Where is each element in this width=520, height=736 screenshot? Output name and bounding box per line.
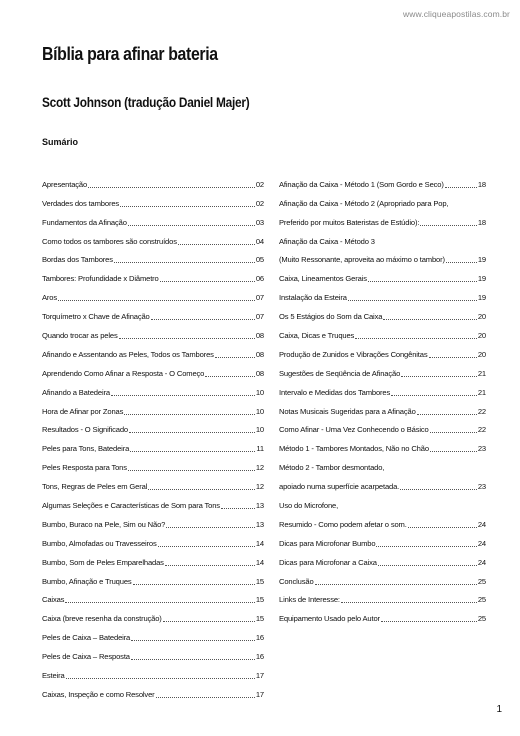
toc-entry-title: Instalação da Esteira xyxy=(279,293,347,303)
toc-dot-leader xyxy=(417,406,477,415)
toc-entry-page: 15 xyxy=(255,614,264,624)
toc-entry-title: Tons, Regras de Peles em Geral xyxy=(42,482,148,492)
toc-entry-page: 25 xyxy=(477,576,486,586)
toc-entry xyxy=(42,398,264,417)
toc-entry xyxy=(279,492,486,511)
toc-entry xyxy=(279,303,486,322)
toc-entry xyxy=(42,435,264,454)
toc-entry-title: Caixa (breve resenha da construção) xyxy=(42,614,162,624)
toc-dot-leader xyxy=(129,424,255,433)
toc-entry-title: Conclusão xyxy=(279,576,314,586)
toc-entry-page: 25 xyxy=(477,614,486,624)
toc-entry-title: Intervalo e Medidas dos Tambores xyxy=(279,387,391,397)
toc-entry-title: Aros xyxy=(42,293,58,303)
toc-entry-title: Peles de Caixa – Resposta xyxy=(42,652,130,662)
toc-entry-page: 07 xyxy=(255,293,264,303)
toc-entry-page: 08 xyxy=(255,331,264,341)
toc-dot-leader xyxy=(383,311,477,320)
toc-entry-page: 16 xyxy=(255,652,264,662)
toc-entry-title: Produção de Zunidos e Vibrações Congênitas xyxy=(279,349,428,359)
toc-entry xyxy=(279,549,486,568)
toc-entry-page: 15 xyxy=(255,595,264,605)
toc-entry-page: 10 xyxy=(255,425,264,435)
toc-dot-leader xyxy=(446,254,477,263)
toc-entry-title: Verdades dos tambores xyxy=(42,198,120,208)
toc-entry-title: Bumbo, Almofadas ou Travesseiros xyxy=(42,538,157,548)
toc-dot-leader xyxy=(378,557,477,566)
toc-entry-title: Torquímetro x Chave de Afinação xyxy=(42,312,150,322)
toc-dot-leader xyxy=(160,273,255,282)
toc-dot-leader xyxy=(355,330,477,339)
toc-entry-title: Resumido - Como podem afetar o som. xyxy=(279,519,407,529)
toc-entry-title: Caixa, Dicas e Truques xyxy=(279,331,355,341)
toc-dot-leader xyxy=(131,632,255,641)
toc-dot-leader xyxy=(120,198,255,207)
toc-entry-page: 22 xyxy=(477,425,486,435)
toc-entry-page: 17 xyxy=(255,671,264,681)
toc-entry-page: 22 xyxy=(477,406,486,416)
toc-dot-leader xyxy=(339,501,477,509)
toc-dot-leader xyxy=(66,670,255,679)
toc-dot-leader xyxy=(400,481,477,490)
toc-entry-page: 23 xyxy=(477,444,486,454)
toc-entry xyxy=(42,511,264,530)
toc-entry-title: Notas Musicais Sugeridas para a Afinação xyxy=(279,406,416,416)
toc-entry-page: 23 xyxy=(477,482,486,492)
toc-dot-leader xyxy=(449,199,477,207)
toc-entry-page: 16 xyxy=(255,633,264,643)
toc-dot-leader xyxy=(128,217,255,226)
toc-entry xyxy=(279,171,486,190)
toc-entry-page: 24 xyxy=(477,519,486,529)
toc-dot-leader xyxy=(368,273,477,282)
toc-entry xyxy=(279,454,486,473)
toc-right-column xyxy=(279,171,486,624)
toc-entry-title: Peles de Caixa – Batedeira xyxy=(42,633,131,643)
toc-entry-page: 02 xyxy=(255,198,264,208)
toc-entry-page: 20 xyxy=(477,349,486,359)
toc-dot-leader xyxy=(158,538,255,547)
toc-dot-leader xyxy=(341,594,477,603)
toc-entry-page: 17 xyxy=(255,689,264,699)
toc-dot-leader xyxy=(151,311,255,320)
toc-entry xyxy=(42,549,264,568)
toc-entry-title: Sugestões de Seqüência de Afinação xyxy=(279,368,401,378)
toc-entry xyxy=(42,284,264,303)
toc-dot-leader xyxy=(430,443,477,452)
toc-dot-leader xyxy=(401,368,477,377)
toc-entry xyxy=(42,492,264,511)
toc-entry-page: 19 xyxy=(477,293,486,303)
toc-entry-page: 19 xyxy=(477,255,486,265)
toc-entry xyxy=(279,605,486,624)
toc-dot-leader xyxy=(124,406,255,415)
toc-entry xyxy=(42,681,264,700)
toc-entry-page: 18 xyxy=(477,179,486,189)
toc-dot-leader xyxy=(114,254,255,263)
toc-entry-title: Bordas dos Tambores xyxy=(42,255,113,265)
toc-entry-page: 12 xyxy=(255,463,264,473)
toc-entry-title: Afinação da Caixa - Método 3 xyxy=(279,236,375,246)
toc-entry-title: Uso do Microfone, xyxy=(279,501,339,511)
toc-entry-page: 24 xyxy=(477,557,486,567)
toc-entry xyxy=(42,624,264,643)
toc-entry-title: Resultados - O Significado xyxy=(42,425,129,435)
toc-entry-title: Apresentação xyxy=(42,179,88,189)
watermark-url: www.cliqueapostilas.com.br xyxy=(402,9,510,19)
toc-dot-leader xyxy=(376,237,477,245)
toc-entry-page: 21 xyxy=(477,368,486,378)
toc-entry xyxy=(42,454,264,473)
toc-dot-leader xyxy=(131,651,255,660)
toc-entry xyxy=(42,303,264,322)
toc-dot-leader xyxy=(391,387,477,396)
toc-entry-page: 13 xyxy=(255,519,264,529)
toc-dot-leader xyxy=(178,236,255,245)
toc-dot-leader xyxy=(215,349,255,358)
toc-entry-title: Método 2 - Tambor desmontado, xyxy=(279,463,385,473)
toc-entry xyxy=(42,171,264,190)
toc-entry xyxy=(279,228,486,247)
toc-dot-leader xyxy=(315,576,477,585)
toc-entry-title: Preferido por muitos Bateristas de Estúdio): xyxy=(279,217,420,227)
toc-dot-leader xyxy=(221,500,255,509)
toc-entry-page: 12 xyxy=(255,482,264,492)
toc-entry-title: Os 5 Estágios do Som da Caixa xyxy=(279,312,383,322)
toc-dot-leader xyxy=(385,463,477,471)
page-number: 1 xyxy=(496,704,502,715)
toc-dot-leader xyxy=(65,594,255,603)
toc-dot-leader xyxy=(148,481,255,490)
toc-entry-page: 15 xyxy=(255,576,264,586)
toc-dot-leader xyxy=(130,443,255,452)
toc-entry-title: Como todos os tambores são construídos xyxy=(42,236,177,246)
toc-entry-title: Hora de Afinar por Zonas xyxy=(42,406,124,416)
toc-entry xyxy=(42,360,264,379)
toc-dot-leader xyxy=(348,292,477,301)
toc-entry xyxy=(42,473,264,492)
document-title: Bíblia para afinar bateria xyxy=(42,44,218,64)
toc-entry xyxy=(42,265,264,284)
toc-entry-title: Peles Resposta para Tons xyxy=(42,463,127,473)
toc-entry xyxy=(279,530,486,549)
toc-entry-title: Bumbo, Som de Peles Emparelhadas xyxy=(42,557,164,567)
toc-entry-title: Bumbo, Afinação e Truques xyxy=(42,576,132,586)
toc-entry-title: Afinação da Caixa - Método 2 (Apropriado para Pop, xyxy=(279,198,449,208)
toc-entry-page: 25 xyxy=(477,595,486,605)
toc-dot-leader xyxy=(420,217,477,226)
toc-entry xyxy=(42,209,264,228)
summary-heading: Sumário xyxy=(42,137,79,147)
toc-entry xyxy=(279,284,486,303)
toc-entry xyxy=(279,379,486,398)
toc-entry xyxy=(279,398,486,417)
toc-entry-title: (Muito Ressonante, aproveita ao máximo o tambor) xyxy=(279,255,445,265)
toc-entry xyxy=(279,265,486,284)
toc-left-column xyxy=(42,171,264,700)
toc-entry xyxy=(42,247,264,266)
toc-entry-page: 08 xyxy=(255,368,264,378)
toc-entry-title: Afinação da Caixa - Método 1 (Som Gordo e Seco) xyxy=(279,179,444,189)
toc-entry-title: Aprendendo Como Afinar a Resposta - O Começo xyxy=(42,368,205,378)
toc-entry-title: Como Afinar - Uma Vez Conhecendo o Básico xyxy=(279,425,429,435)
toc-entry xyxy=(42,417,264,436)
toc-entry xyxy=(42,643,264,662)
toc-entry xyxy=(42,379,264,398)
toc-entry-page: 06 xyxy=(255,274,264,284)
toc-entry-title: Peles para Tons, Batedeira xyxy=(42,444,130,454)
toc-entry-title: Quando trocar as peles xyxy=(42,331,118,341)
toc-entry-page: 18 xyxy=(477,217,486,227)
toc-entry-title: Fundamentos da Afinação xyxy=(42,217,127,227)
toc-entry xyxy=(42,341,264,360)
toc-entry-title: apoiado numa superfície acarpetada. xyxy=(279,482,400,492)
toc-dot-leader xyxy=(430,424,477,433)
toc-entry-title: Método 1 - Tambores Montados, Não no Chão xyxy=(279,444,429,454)
toc-dot-leader xyxy=(88,179,255,188)
toc-entry xyxy=(42,228,264,247)
toc-dot-leader xyxy=(163,613,255,622)
toc-entry-page: 14 xyxy=(255,557,264,567)
document-author: Scott Johnson (tradução Daniel Majer) xyxy=(42,95,250,110)
toc-entry-title: Caixas, Inspeção e como Resolver xyxy=(42,689,155,699)
toc-entry xyxy=(279,417,486,436)
toc-dot-leader xyxy=(133,576,255,585)
toc-entry-page: 13 xyxy=(255,501,264,511)
toc-dot-leader xyxy=(165,557,255,566)
toc-entry-title: Caixas xyxy=(42,595,65,605)
toc-entry-page: 03 xyxy=(255,217,264,227)
toc-entry-title: Esteira xyxy=(42,671,65,681)
toc-entry-page: 19 xyxy=(477,274,486,284)
toc-entry-page: 10 xyxy=(255,387,264,397)
toc-entry-page: 04 xyxy=(255,236,264,246)
toc-entry-title: Links de Interesse: xyxy=(279,595,340,605)
toc-entry-page: 10 xyxy=(255,406,264,416)
toc-entry xyxy=(279,568,486,587)
toc-entry-title: Bumbo, Buraco na Pele, Sim ou Não? xyxy=(42,519,166,529)
toc-dot-leader xyxy=(376,538,476,547)
toc-dot-leader xyxy=(128,462,255,471)
toc-entry-page: 21 xyxy=(477,387,486,397)
toc-entry xyxy=(42,190,264,209)
toc-entry xyxy=(279,473,486,492)
toc-dot-leader xyxy=(58,292,255,301)
toc-entry-title: Afinando a Batedeira xyxy=(42,387,110,397)
toc-entry xyxy=(279,247,486,266)
toc-entry-title: Equipamento Usado pelo Autor xyxy=(279,614,380,624)
toc-entry-page: 11 xyxy=(256,444,264,454)
toc-entry xyxy=(42,530,264,549)
toc-entry xyxy=(42,605,264,624)
toc-dot-leader xyxy=(156,689,255,698)
toc-entry-page: 14 xyxy=(255,538,264,548)
toc-entry xyxy=(279,360,486,379)
toc-entry xyxy=(42,662,264,681)
toc-entry-title: Caixa, Lineamentos Gerais xyxy=(279,274,367,284)
toc-entry xyxy=(42,587,264,606)
toc-dot-leader xyxy=(381,613,477,622)
toc-entry xyxy=(279,435,486,454)
toc-entry xyxy=(279,341,486,360)
toc-dot-leader xyxy=(111,387,255,396)
toc-entry-page: 05 xyxy=(255,255,264,265)
toc-entry-page: 08 xyxy=(255,349,264,359)
toc-entry xyxy=(42,322,264,341)
toc-dot-leader xyxy=(445,179,477,188)
toc-entry-title: Dicas para Microfonar a Caixa xyxy=(279,557,377,567)
toc-dot-leader xyxy=(119,330,255,339)
toc-entry xyxy=(279,322,486,341)
toc-entry-title: Tambores: Profundidade x Diâmetro xyxy=(42,274,159,284)
toc-entry xyxy=(279,190,486,209)
toc-entry-page: 20 xyxy=(477,331,486,341)
toc-dot-leader xyxy=(205,368,255,377)
toc-entry-title: Algumas Seleções e Características de Som para Tons xyxy=(42,501,220,511)
toc-dot-leader xyxy=(429,349,477,358)
toc-entry-title: Dicas para Microfonar Bumbo xyxy=(279,538,376,548)
toc-entry-page: 02 xyxy=(255,179,264,189)
toc-dot-leader xyxy=(408,519,477,528)
toc-entry-page: 20 xyxy=(477,312,486,322)
toc-entry xyxy=(42,568,264,587)
toc-entry xyxy=(279,209,486,228)
toc-entry-title: Afinando e Assentando as Peles, Todos os Tambores xyxy=(42,349,214,359)
toc-entry xyxy=(279,511,486,530)
toc-entry-page: 24 xyxy=(477,538,486,548)
toc-entry-page: 07 xyxy=(255,312,264,322)
toc-entry xyxy=(279,587,486,606)
toc-dot-leader xyxy=(166,519,255,528)
